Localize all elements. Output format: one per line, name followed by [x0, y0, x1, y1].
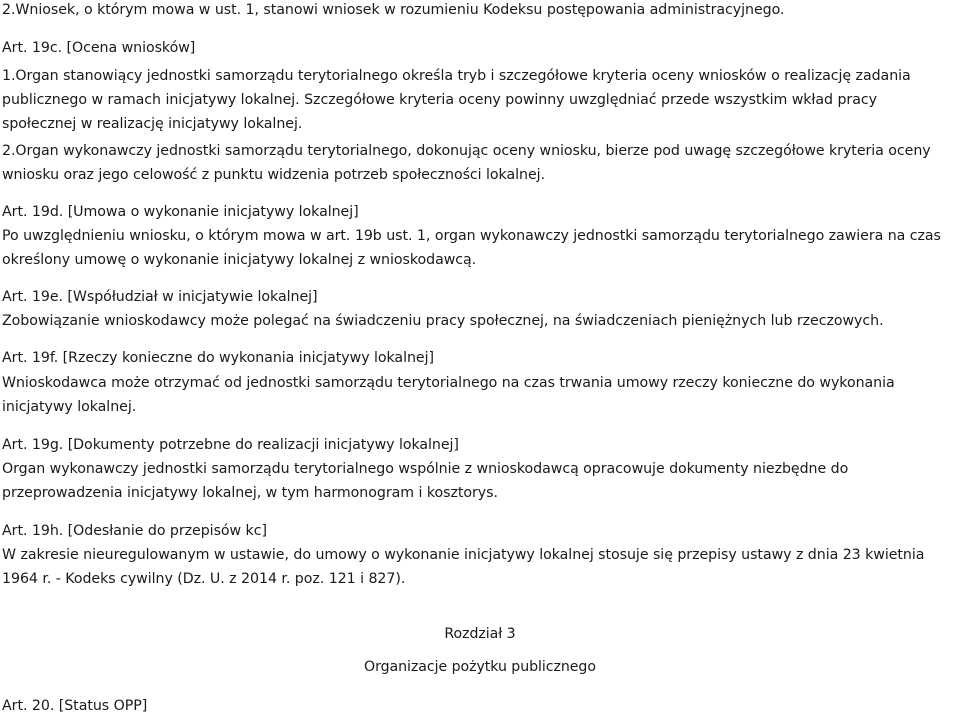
article-19g-title: Art. 19g. [Dokumenty potrzebne do realizacji inicjatywy lokalnej] [2, 437, 459, 453]
article-19h-line-1: W zakresie nieuregulowanym w ustawie, do umowy o wykonanie inicjatywy lokalnej stosuje się przepisy ustawy z dnia 23 kwietnia [2, 547, 925, 563]
article-19h-title: Art. 19h. [Odesłanie do przepisów kc] [2, 523, 267, 539]
article-19g-line-2: przeprowadzenia inicjatywy lokalnej, w tym harmonogram i kosztorys. [2, 485, 498, 501]
article-19f-line-2: inicjatywy lokalnej. [2, 399, 137, 415]
article-19c-para-1-line-3: społecznej w realizację inicjatywy lokalnej. [2, 116, 303, 132]
article-19d-line-1: Po uwzględnieniu wniosku, o którym mowa w art. 19b ust. 1, organ wykonawczy jednostki samorządu terytorialnego zawiera na czas [2, 228, 941, 244]
article-20-title: Art. 20. [Status OPP] [2, 698, 148, 714]
article-19c-para-2-line-1: 2.Organ wykonawczy jednostki samorządu terytorialnego, dokonując oceny wniosku, bierze pod uwagę szczegółowe kryteria oceny [2, 143, 931, 159]
article-19e-title: Art. 19e. [Współudział w inicjatywie lokalnej] [2, 289, 318, 305]
article-19d-line-2: określony umowę o wykonanie inicjatywy lokalnej z wnioskodawcą. [2, 252, 477, 268]
article-19d-title: Art. 19d. [Umowa o wykonanie inicjatywy lokalnej] [2, 204, 359, 220]
article-19c-para-1-line-2: publicznego w ramach inicjatywy lokalnej. Szczegółowe kryteria oceny powinny uwzględniać przede wszystkim wkład pracy [2, 92, 877, 108]
paragraph-2-wniosek: 2.Wniosek, o którym mowa w ust. 1, stanowi wniosek w rozumieniu Kodeksu postępowania administracyjnego. [2, 2, 785, 18]
article-19c-title: Art. 19c. [Ocena wniosków] [2, 40, 196, 56]
article-19e-line-1: Zobowiązanie wnioskodawcy może polegać na świadczeniu pracy społecznej, na świadczeniach pieniężnych lub rzeczowych. [2, 313, 884, 329]
article-19g-line-1: Organ wykonawczy jednostki samorządu terytorialnego wspólnie z wnioskodawcą opracowuje dokumenty niezbędne do [2, 461, 849, 477]
article-19h-line-2: 1964 r. - Kodeks cywilny (Dz. U. z 2014 r. poz. 121 i 827). [2, 571, 406, 587]
article-19f-line-1: Wnioskodawca może otrzymać od jednostki samorządu terytorialnego na czas trwania umowy rzeczy konieczne do wykonania [2, 375, 895, 391]
article-19f-title: Art. 19f. [Rzeczy konieczne do wykonania inicjatywy lokalnej] [2, 350, 434, 366]
article-19c-para-2-line-2: wniosku oraz jego celowość z punktu widzenia potrzeb społeczności lokalnej. [2, 167, 545, 183]
chapter-title: Organizacje pożytku publicznego [364, 659, 596, 675]
article-19c-para-1-line-1: 1.Organ stanowiący jednostki samorządu terytorialnego określa tryb i szczegółowe kryteria oceny wniosków o realizację zadania [2, 68, 911, 84]
chapter-number: Rozdział 3 [444, 626, 516, 642]
